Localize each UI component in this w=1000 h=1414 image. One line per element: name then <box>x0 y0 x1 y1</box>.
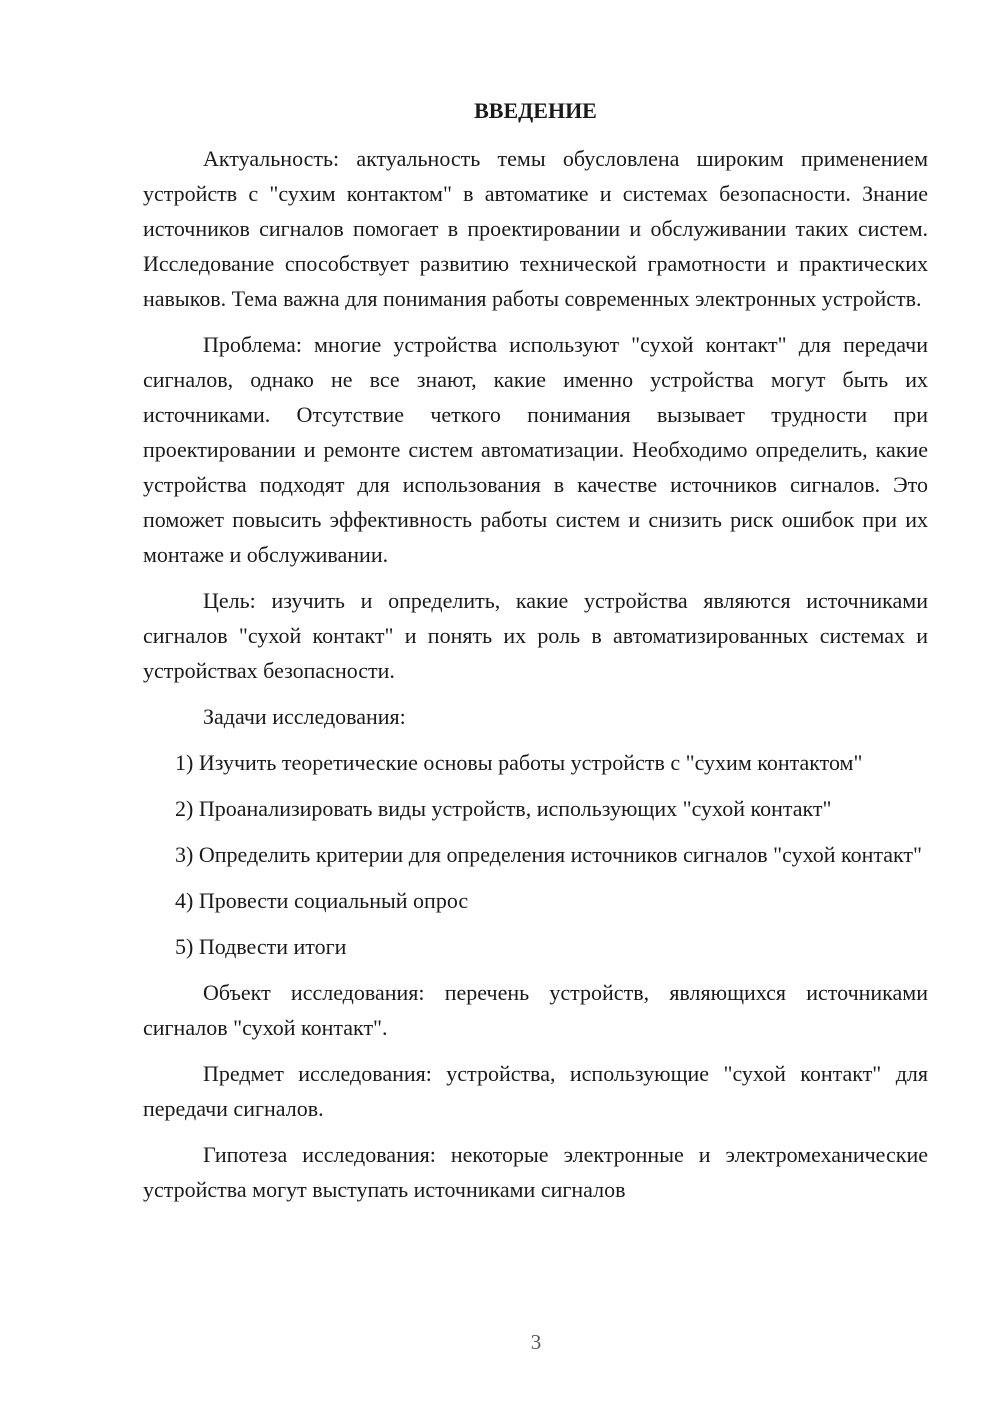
task-item-2: 2) Проанализировать виды устройств, использующих "сухой контакт" <box>175 796 832 821</box>
paragraph-hypothesis: Гипотеза исследования: некоторые электронные и электромеханические устройства могут выступать источниками сигналов <box>143 1142 928 1202</box>
paragraph-problem: Проблема: многие устройства используют "сухой контакт" для передачи сигналов, однако не все знают, какие именно устройства могут быть их источниками. Отсутствие четкого понимания вызывает трудности при проектировании и ремонте систем автоматизации. Необходимо определить, какие устройства подходят для использования в качестве источников сигналов. Это поможет повысить эффективность работы систем и снизить риск ошибок при их монтаже и обслуживании. <box>143 332 928 567</box>
task-item-4: 4) Провести социальный опрос <box>175 888 469 913</box>
task-item-3: 3) Определить критерии для определения источников сигналов "сухой контакт" <box>175 842 923 867</box>
task-item-5: 5) Подвести итоги <box>175 934 347 959</box>
task-item-1: 1) Изучить теоретические основы работы устройств с "сухим контактом" <box>175 750 863 775</box>
document-page <box>143 96 928 1207</box>
paragraph-relevance: Актуальность: актуальность темы обусловлена широким применением устройств с "сухим контактом" в автоматике и системах безопасности. Знание источников сигналов помогает в проектировании и обслуживании таких систем. Исследование способствует развитию технической грамотности и практических навыков. Тема важна для понимания работы современных электронных устройств. <box>143 146 928 311</box>
section-title: ВВЕДЕНИЕ <box>474 98 597 123</box>
paragraph-tasks-heading: Задачи исследования: <box>203 704 406 729</box>
paragraph-object: Объект исследования: перечень устройств, являющихся источниками сигналов "сухой контакт". <box>143 980 928 1040</box>
page-number: 3 <box>530 1330 542 1354</box>
paragraph-subject: Предмет исследования: устройства, использующие "сухой контакт" для передачи сигналов. <box>143 1061 928 1121</box>
paragraph-goal: Цель: изучить и определить, какие устройства являются источниками сигналов "сухой контакт" и понять их роль в автоматизированных системах и устройствах безопасности. <box>143 588 928 683</box>
